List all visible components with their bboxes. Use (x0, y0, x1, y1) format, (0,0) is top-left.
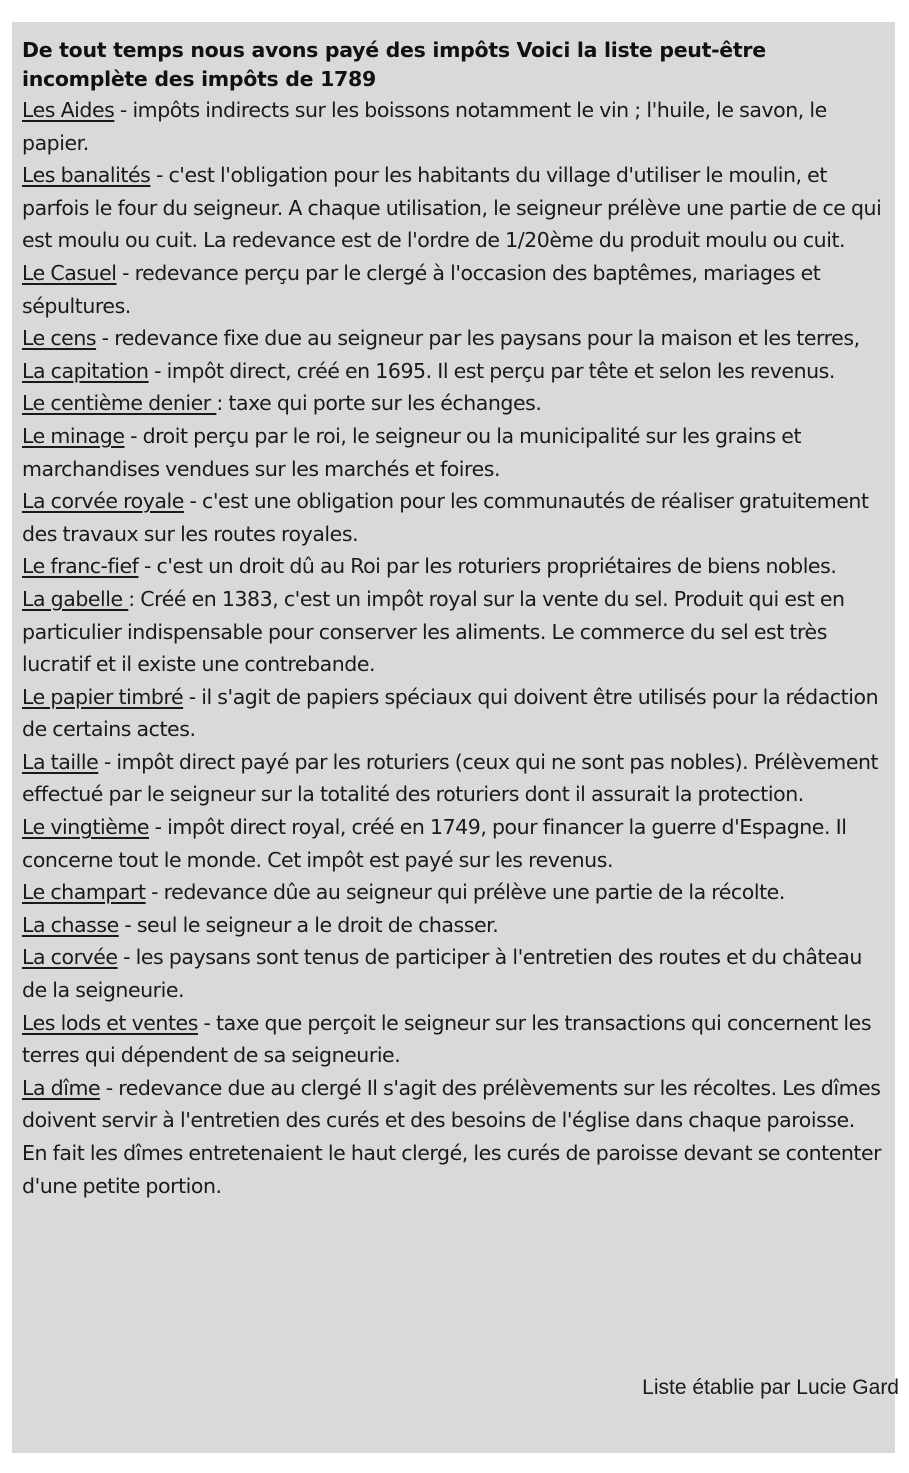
tax-description: - c'est l'obligation pour les habitants du village d'utiliser le moulin, et parfois le four du seigneur. A chaque utilisation, le seigneur prélève une partie de ce qui est moulu ou cuit. La redevance est de l'ordre de 1/20ème du produit moulu ou cuit. (22, 163, 882, 253)
tax-description: - impôts indirects sur les boissons notamment le vin ; l'huile, le savon, le papier. (22, 98, 827, 155)
tax-entry (22, 941, 885, 1006)
tax-term: Les banalités (22, 163, 151, 188)
tax-description: - c'est un droit dû au Roi par les roturiers propriétaires de biens nobles. (138, 554, 837, 579)
tax-description: - seul le seigneur a le droit de chasser. (118, 912, 499, 937)
tax-entry (22, 420, 885, 485)
tax-entry (22, 94, 885, 159)
tax-term: Le papier timbré (22, 684, 184, 709)
tax-term: La corvée royale (22, 489, 184, 514)
tax-list-panel (12, 22, 895, 1453)
tax-description: - impôt direct royal, créé en 1749, pour financer la guerre d'Espagne. Il concerne tout le monde. Cet impôt est payé sur les revenus. (22, 815, 847, 872)
author-credit: Liste établie par Lucie Gard (642, 1376, 899, 1399)
page-title: De tout temps nous avons payé des impôts Voici la liste peut-être incomplète des impôts de 1789 (22, 38, 766, 91)
tax-term: Le minage (22, 423, 125, 448)
tax-entry (22, 257, 885, 322)
tax-description: - redevance perçu par le clergé à l'occasion des baptêmes, mariages et sépultures. (22, 260, 821, 318)
tax-term: La gabelle (22, 586, 129, 611)
tax-term: Le franc-fief (22, 554, 139, 579)
tax-term: Les Aides (22, 98, 115, 122)
tax-entry (22, 681, 885, 746)
tax-entry (22, 550, 885, 583)
tax-entry (22, 485, 885, 550)
tax-description: - redevance dûe au seigneur qui prélève une partie de la récolte. (145, 880, 785, 905)
tax-entry (22, 322, 885, 355)
tax-term: Le Casuel (22, 260, 117, 285)
tax-entry (22, 387, 885, 420)
tax-term: Le champart (22, 880, 146, 905)
tax-term: Les lods et ventes (22, 1010, 198, 1035)
tax-description: - c'est une obligation pour les communautés de réaliser gratuitement des travaux sur les routes royales. (22, 489, 869, 546)
tax-entry (22, 355, 885, 388)
tax-description: : taxe qui porte sur les échanges. (216, 391, 542, 416)
tax-description: - taxe que perçoit le seigneur sur les transactions qui concernent les terres qui dépendent de sa seigneurie. (22, 1010, 872, 1068)
tax-entry (22, 811, 885, 876)
tax-description: - redevance fixe due au seigneur par les paysans pour la maison et les terres, (96, 326, 860, 351)
tax-entry (22, 876, 885, 909)
tax-entry (22, 159, 885, 257)
tax-description: - impôt direct payé par les roturiers (ceux qui ne sont pas nobles). Prélèvement effectué par le seigneur sur la totalité des roturiers dont il assurait la protection. (22, 749, 879, 807)
tax-description: - droit perçu par le roi, le seigneur ou la municipalité sur les grains et marchandises vendues sur les marchés et foires. (22, 423, 802, 481)
tax-term: La capitation (22, 358, 149, 383)
tax-entries-list (22, 94, 885, 1202)
tax-entry (22, 1007, 885, 1072)
tax-term: Le centième denier (22, 391, 217, 416)
tax-description: - redevance due au clergé Il s'agit des prélèvements sur les récoltes. Les dîmes doivent servir à l'entretien des curés et des besoins de l'église dans chaque paroisse. En fait les dîmes entretenaient le haut clergé, les curés de paroisse devant se contenter d'une petite portion. (22, 1075, 882, 1198)
tax-term: Le cens (22, 326, 97, 351)
tax-term: La taille (22, 749, 99, 774)
tax-description: - les paysans sont tenus de participer à l'entretien des routes et du château de la seigneurie. (22, 945, 862, 1003)
tax-term: La chasse (22, 912, 119, 937)
tax-description: - il s'agit de papiers spéciaux qui doivent être utilisés pour la rédaction de certains actes. (22, 684, 879, 742)
tax-description: : Créé en 1383, c'est un impôt royal sur la vente du sel. Produit qui est en particulier indispensable pour conserver les aliments. Le commerce du sel est très lucratif et il existe une contrebande. (22, 586, 845, 677)
tax-entry (22, 583, 885, 681)
tax-term: La corvée (22, 945, 118, 970)
tax-entry (22, 909, 885, 942)
tax-description: - impôt direct, créé en 1695. Il est perçu par tête et selon les revenus. (148, 358, 835, 383)
tax-entry (22, 1072, 885, 1202)
tax-term: Le vingtième (22, 815, 150, 840)
tax-entry (22, 746, 885, 811)
tax-term: La dîme (22, 1075, 101, 1100)
